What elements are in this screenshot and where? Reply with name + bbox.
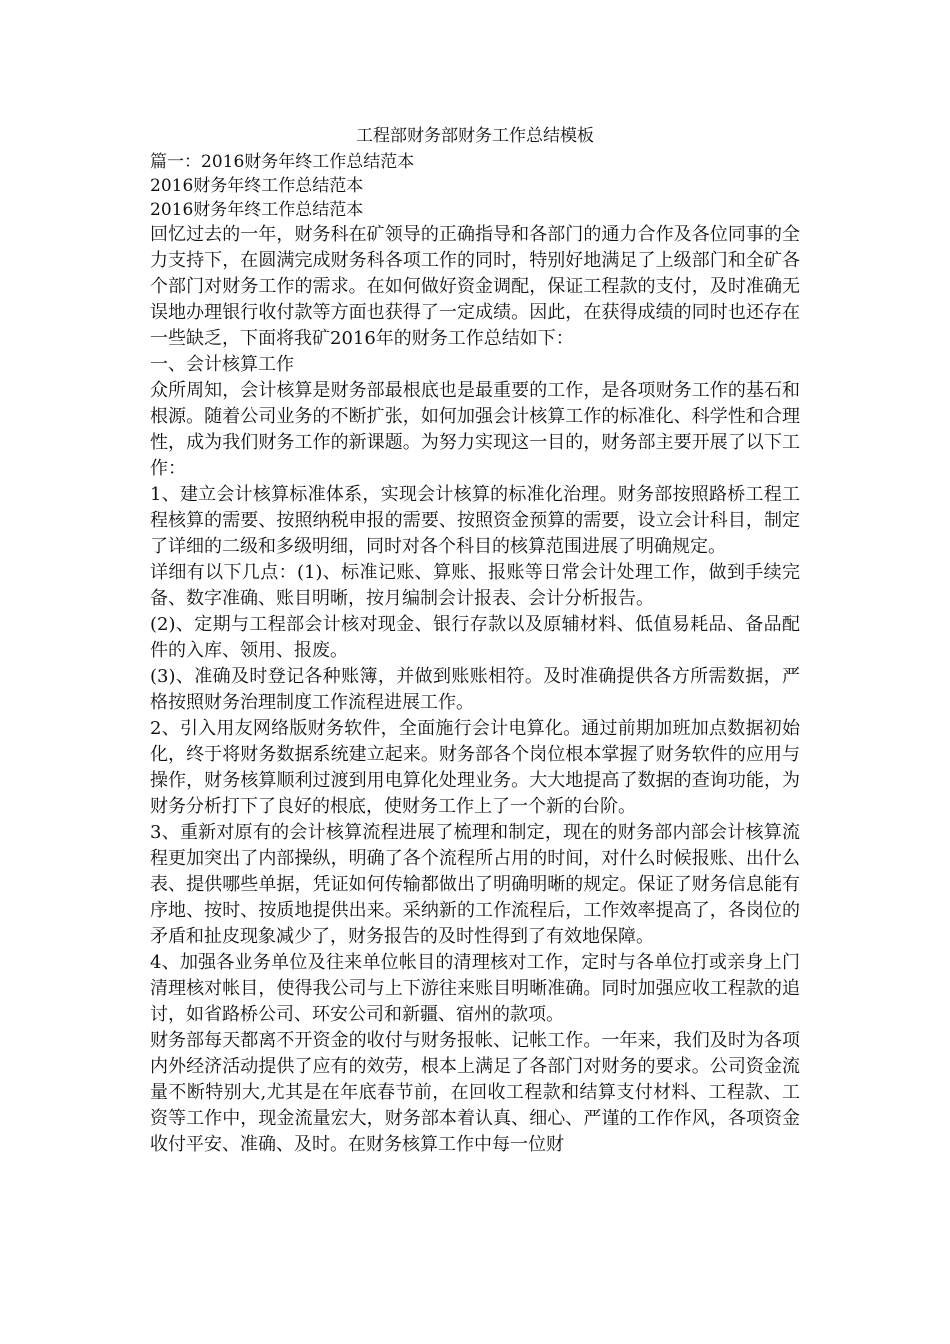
paragraph-intro: 回忆过去的一年，财务科在矿领导的正确指导和各部门的通力合作及各位同事的全力支持下，在圆满完成财务科各项工作的同时，特别好地满足了上级部门和全矿各个部门对财务工作的需求。在如何做好资金调配，保证工程款的支付，及时准确无误地办理银行收付款等方面也获得了一定成绩。因此，在获得成绩的同时也还存在一些缺乏，下面将我矿2016年的财务工作总结如下： bbox=[150, 224, 800, 349]
paragraph-accounting-heading: 一、会计核算工作 bbox=[150, 354, 294, 375]
document-title: 工程部财务部财务工作总结模板 bbox=[356, 126, 594, 146]
paragraph-item-2: 2、引入用友网络版财务软件，全面施行会计电算化。通过前期加班加点数据初始化，终于将财务数据系统建立起来。财务部各个岗位根本掌握了财务软件的应用与操作，财务核算顺利过渡到用电算化处理业务。大大地提高了数据的查询功能，为财务分析打下了良好的根底，使财务工作上了一个新的台阶。 bbox=[150, 718, 800, 817]
paragraph-details-1: 详细有以下几点：(1)、标准记账、算账、报账等日常会计处理工作，做到手续完备、数字准确、账目明晰，按月编制会计报表、会计分析报告。 bbox=[150, 562, 800, 609]
paragraph-details-3: (3)、准确及时登记各种账簿，并做到账账相符。及时准确提供各方所需数据，严格按照财务治理制度工作流程进展工作。 bbox=[150, 666, 800, 713]
section-heading-3: 2016财务年终工作总结范本 bbox=[150, 200, 364, 220]
document-page bbox=[150, 122, 800, 1158]
paragraph-item-4: 4、加强各业务单位及往来单位帐目的清理核对工作，定时与各单位打或亲身上门清理核对帐目，使得我公司与上下游往来账目明晰准确。同时加强应收工程款的追讨，如省路桥公司、环安公司和新疆、宿州的款项。 bbox=[150, 952, 800, 1025]
section-heading-1: 篇一：2016财务年终工作总结范本 bbox=[150, 152, 415, 172]
section-heading-2: 2016财务年终工作总结范本 bbox=[150, 176, 364, 196]
paragraph-item-3: 3、重新对原有的会计核算流程进展了梳理和制定，现在的财务部内部会计核算流程更加突出了内部操纵，明确了各个流程所占用的时间，对什么时候报账、出什么表、提供哪些单据，凭证如何传输都做出了明确明晰的规定。保证了财务信息能有序地、按时、按质地提供出来。采纳新的工作流程后，工作效率提高了，各岗位的矛盾和扯皮现象减少了，财务报告的及时性得到了有效地保障。 bbox=[150, 822, 800, 947]
paragraph-funds: 财务部每天都离不开资金的收付与财务报帐、记帐工作。一年来，我们及时为各项内外经济活动提供了应有的效劳，根本上满足了各部门对财务的要求。公司资金流量不断特别大,尤其是在年底春节前，在回收工程款和结算支付材料、工程款、工资等工作中，现金流量宏大，财务部本着认真、细心、严谨的工作作风，各项资金收付平安、准确、及时。在财务核算工作中每一位财 bbox=[150, 1030, 800, 1155]
paragraph-item-1: 1、建立会计核算标准体系，实现会计核算的标准化治理。财务部按照路桥工程工程核算的需要、按照纳税申报的需要、按照资金预算的需要，设立会计科目，制定了详细的二级和多级明细，同时对各个科目的核算范围进展了明确规定。 bbox=[150, 484, 800, 557]
paragraph-accounting-overview: 众所周知，会计核算是财务部最根底也是最重要的工作，是各项财务工作的基石和根源。随着公司业务的不断扩张，如何加强会计核算工作的标准化、科学性和合理性，成为我们财务工作的新课题。为努力实现这一目的，财务部主要开展了以下工作： bbox=[150, 380, 800, 479]
paragraph-details-2: (2)、定期与工程部会计核对现金、银行存款以及原辅材料、低值易耗品、备品配件的入库、领用、报废。 bbox=[150, 614, 800, 661]
